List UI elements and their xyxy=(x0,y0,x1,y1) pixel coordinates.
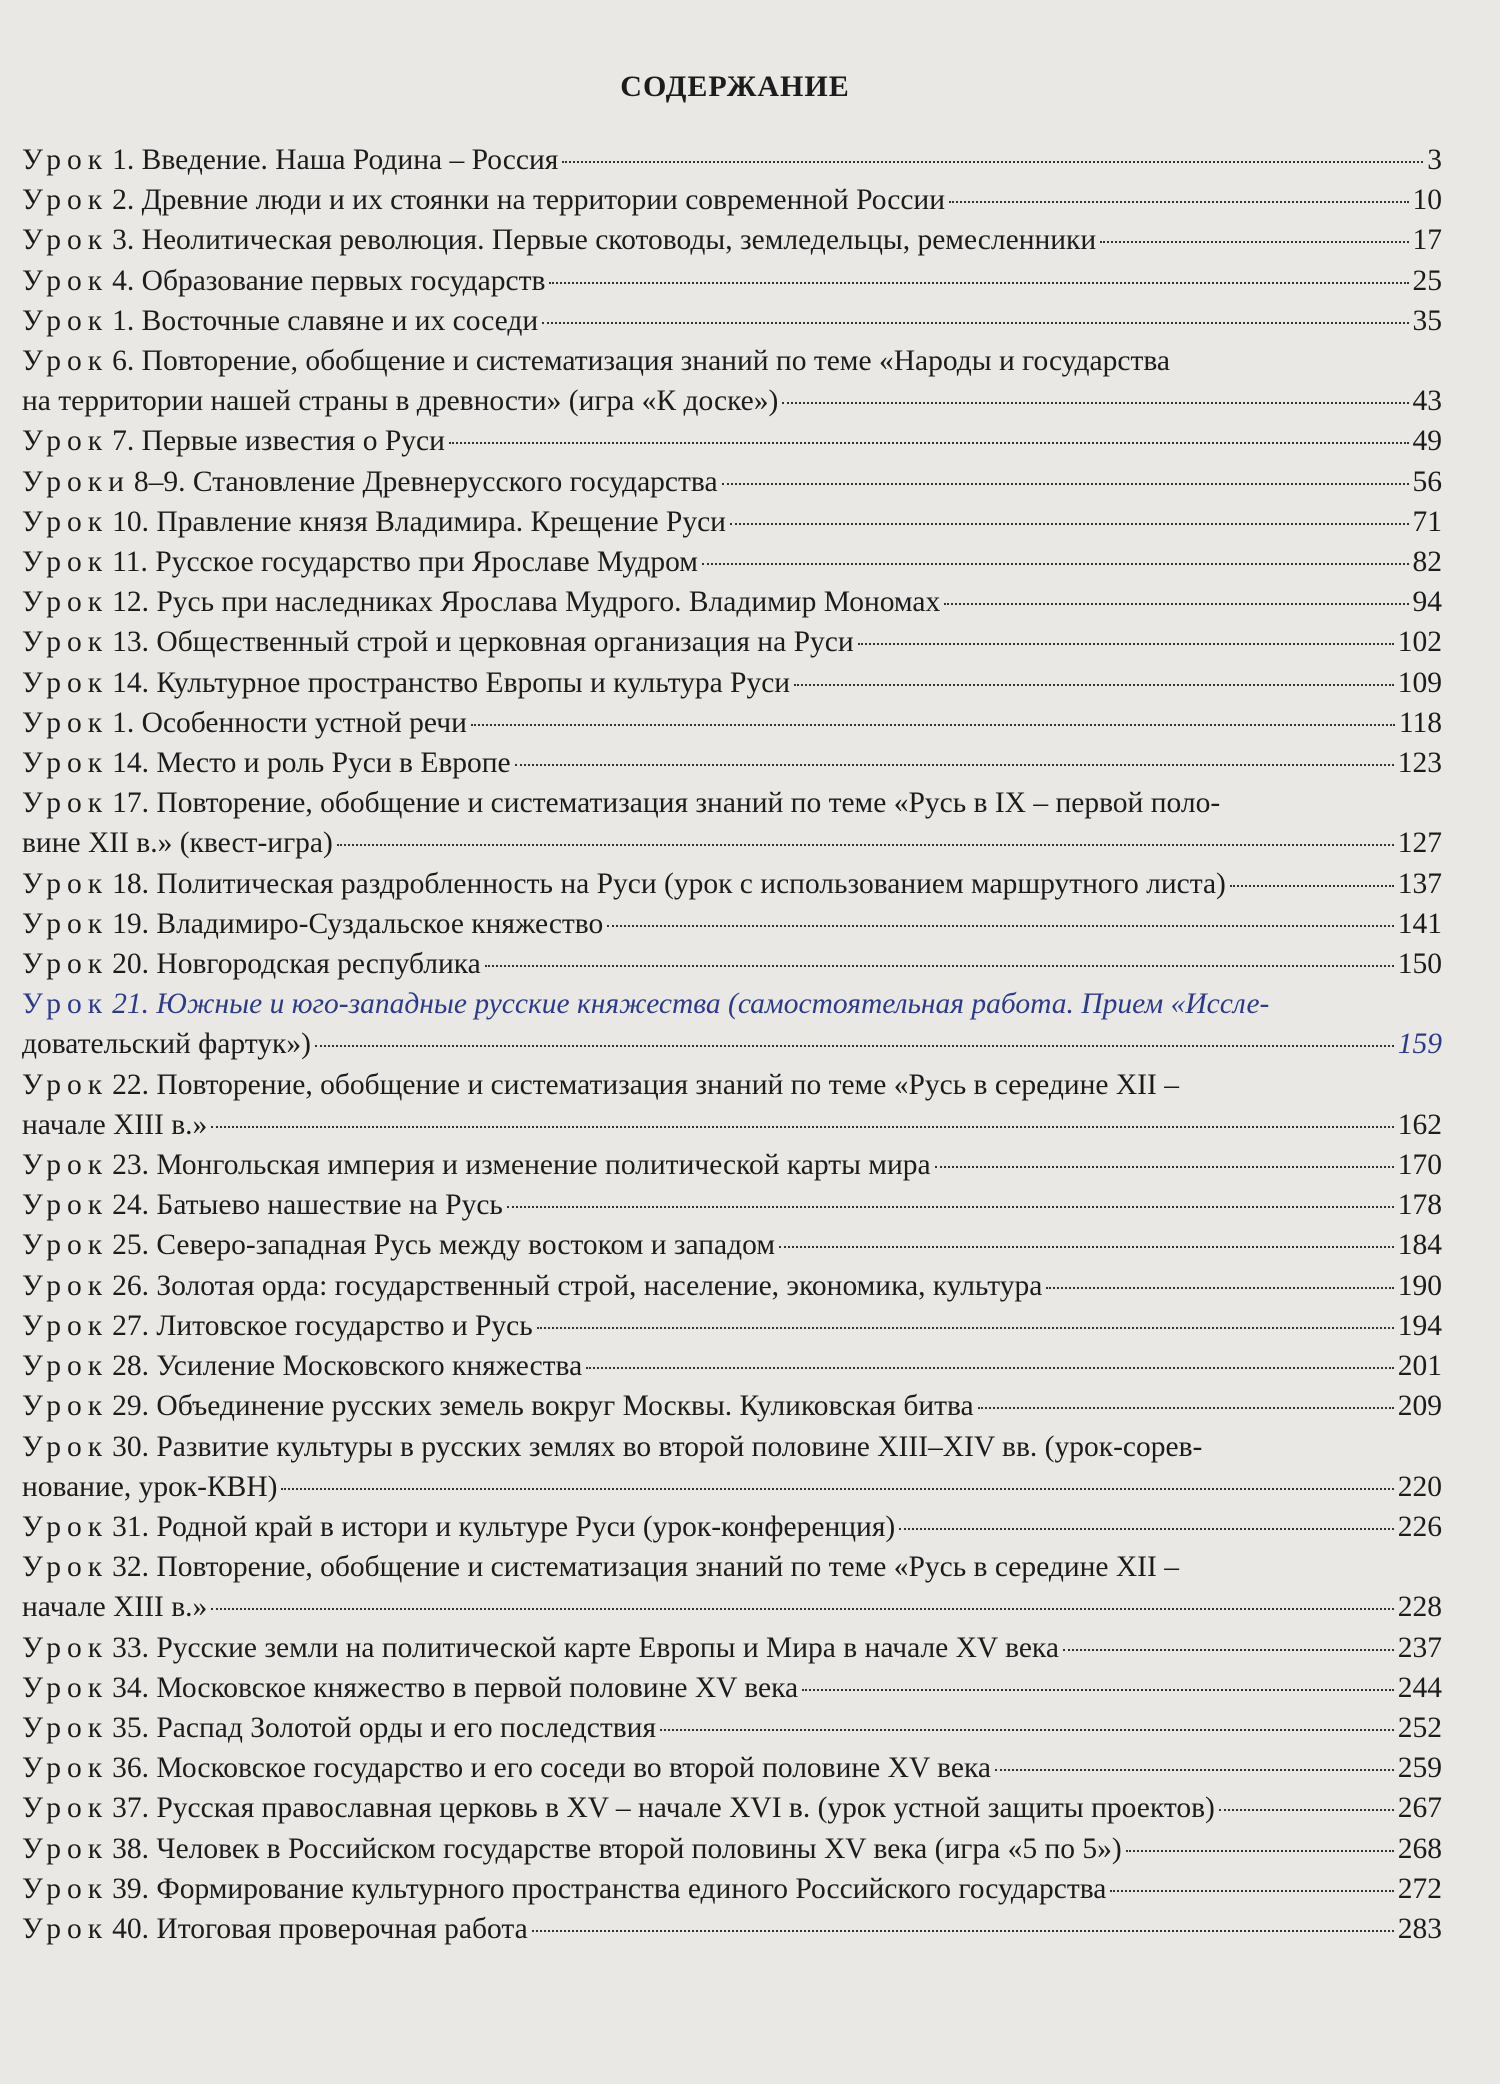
lesson-title-continued: на территории нашей страны в древности» (игра «К доске») xyxy=(22,385,779,418)
leader-dots xyxy=(537,1327,1394,1329)
toc-entry xyxy=(22,1225,1442,1265)
leader-dots xyxy=(1219,1809,1394,1811)
entry-line xyxy=(22,1306,1442,1346)
lesson-label: Урок xyxy=(22,867,109,900)
page-number: 267 xyxy=(1397,1792,1442,1825)
page-number: 82 xyxy=(1412,546,1442,579)
leader-dots xyxy=(944,603,1408,605)
page-number: 162 xyxy=(1397,1108,1442,1141)
page-number: 272 xyxy=(1397,1872,1442,1905)
page-number: 49 xyxy=(1412,425,1442,458)
entry-line xyxy=(22,1788,1442,1828)
entry-line xyxy=(22,140,1442,180)
toc-entry xyxy=(22,1829,1442,1869)
entry-line-1 xyxy=(22,341,1442,381)
lesson-label: Урок xyxy=(22,1711,109,1744)
lesson-label: Урок xyxy=(22,1229,109,1262)
toc-entry xyxy=(22,1909,1442,1949)
entry-line-2 xyxy=(22,823,1442,863)
page-number: 10 xyxy=(1412,184,1442,217)
entry-line xyxy=(22,1386,1442,1426)
entry-line-2 xyxy=(22,381,1442,421)
page-number: 209 xyxy=(1397,1390,1442,1423)
lesson-title: 27. Литовское государство и Русь xyxy=(112,1309,533,1342)
leader-dots xyxy=(211,1126,1393,1128)
leader-dots xyxy=(660,1729,1394,1731)
leader-dots xyxy=(586,1367,1394,1369)
page-title: СОДЕРЖАНИЕ xyxy=(620,70,850,103)
page-number: 137 xyxy=(1397,867,1442,900)
page-number: 268 xyxy=(1397,1832,1442,1865)
page-number: 170 xyxy=(1397,1149,1442,1182)
lesson-title: 12. Русь при наследниках Ярослава Мудрого. Владимир Мономах xyxy=(112,586,941,619)
leader-dots xyxy=(337,844,1394,846)
entry-line-1 xyxy=(22,984,1442,1024)
lesson-label: Урок xyxy=(22,304,109,337)
lesson-label: Урок xyxy=(22,626,109,659)
toc-entry xyxy=(22,1788,1442,1828)
toc-entry xyxy=(22,1427,1442,1507)
lesson-title: 38. Человек в Российском государстве второй половины XV века (игра «5 по 5») xyxy=(112,1832,1122,1865)
entry-line xyxy=(22,1909,1442,1949)
page-number: 184 xyxy=(1397,1229,1442,1262)
lesson-title: 30. Развитие культуры в русских землях во второй половине XIII–XIV вв. (урок-сорев- xyxy=(112,1430,1203,1463)
lesson-title-continued: довательский фартук») xyxy=(22,1028,311,1061)
lesson-title: 14. Культурное пространство Европы и культура Руси xyxy=(112,666,791,699)
lesson-label: Урок xyxy=(22,1510,109,1543)
lesson-label: Урок xyxy=(22,1269,109,1302)
page-number: 190 xyxy=(1397,1269,1442,1302)
lesson-label: Урок xyxy=(22,1430,109,1463)
lesson-title: 28. Усиление Московского княжества xyxy=(112,1350,583,1383)
entry-line xyxy=(22,582,1442,622)
toc-entry xyxy=(22,1869,1442,1909)
lesson-label: Урок xyxy=(22,1551,109,1584)
toc-entry xyxy=(22,341,1442,421)
lesson-title: 11. Русское государство при Ярославе Мудром xyxy=(112,546,698,579)
lesson-label: Урок xyxy=(22,184,109,217)
leader-dots xyxy=(779,1246,1394,1248)
lesson-label: Урок xyxy=(22,787,109,820)
lesson-title: 3. Неолитическая революция. Первые скотоводы, земледельцы, ремесленники xyxy=(112,224,1097,257)
lesson-title: 2. Древние люди и их стоянки на территории современной России xyxy=(112,184,945,217)
page-number: 123 xyxy=(1397,747,1442,780)
leader-dots xyxy=(978,1407,1394,1409)
toc-entry xyxy=(22,542,1442,582)
lesson-title: 36. Московское государство и его соседи во второй половине XV века xyxy=(112,1752,991,1785)
lesson-label: Урок xyxy=(22,1149,109,1182)
leader-dots xyxy=(315,1045,1394,1047)
lesson-title: 25. Северо-западная Русь между востоком и западом xyxy=(112,1229,776,1262)
lesson-label: Урок xyxy=(22,1189,109,1222)
lesson-title: 6. Повторение, обобщение и систематизация знаний по теме «Народы и государства xyxy=(112,345,1171,378)
page-number: 35 xyxy=(1412,304,1442,337)
toc-entry xyxy=(22,783,1442,863)
entry-line xyxy=(22,1829,1442,1869)
lesson-title: 1. Введение. Наша Родина – Россия xyxy=(112,144,559,176)
entry-line xyxy=(22,1225,1442,1265)
page-number: 150 xyxy=(1397,948,1442,981)
entry-line xyxy=(22,1145,1442,1185)
lesson-label: Уроки xyxy=(22,465,130,498)
page-number: 244 xyxy=(1397,1671,1442,1704)
toc-entry xyxy=(22,261,1442,301)
toc-entry xyxy=(22,301,1442,341)
entry-line-1 xyxy=(22,1065,1442,1105)
lesson-title: 23. Монгольская империя и изменение политической карты мира xyxy=(112,1149,931,1182)
page-number: 283 xyxy=(1397,1912,1442,1945)
leader-dots xyxy=(449,442,1409,444)
page-number: 237 xyxy=(1397,1631,1442,1664)
lesson-title: 33. Русские земли на политической карте Европы и Мира в начале XV века xyxy=(112,1631,1059,1664)
lesson-title: 18. Политическая раздробленность на Руси (урок с использованием маршрутного листа) xyxy=(112,867,1226,900)
lesson-label: Урок xyxy=(22,1752,109,1785)
toc-entry xyxy=(22,502,1442,542)
page-number: 220 xyxy=(1397,1470,1442,1503)
lesson-title: 14. Место и роль Руси в Европе xyxy=(112,747,511,780)
entry-line xyxy=(22,622,1442,662)
lesson-title: 26. Золотая орда: государственный строй, население, экономика, культура xyxy=(112,1269,1043,1302)
entry-line xyxy=(22,944,1442,984)
lesson-title: 40. Итоговая проверочная работа xyxy=(112,1912,528,1945)
leader-dots xyxy=(730,523,1409,525)
leader-dots xyxy=(549,282,1408,284)
table-of-contents xyxy=(22,140,1442,1949)
toc-entry xyxy=(22,1547,1442,1627)
lesson-label: Урок xyxy=(22,1671,109,1704)
leader-dots xyxy=(485,965,1394,967)
entry-line-1 xyxy=(22,1427,1442,1467)
toc-entry xyxy=(22,944,1442,984)
leader-dots xyxy=(1230,885,1394,887)
entry-line xyxy=(22,180,1442,220)
leader-dots xyxy=(782,402,1408,404)
toc-entry xyxy=(22,864,1442,904)
page-number: 118 xyxy=(1398,706,1442,739)
leader-dots xyxy=(562,161,1423,163)
lesson-label: Урок xyxy=(22,1912,109,1945)
lesson-label: Урок xyxy=(22,144,109,176)
page-number: 194 xyxy=(1397,1309,1442,1342)
leader-dots xyxy=(542,322,1408,324)
lesson-title: 7. Первые известия о Руси xyxy=(112,425,445,458)
page-number: 159 xyxy=(1397,1028,1442,1061)
lesson-label: Урок xyxy=(22,264,109,297)
leader-dots xyxy=(794,684,1394,686)
lesson-label: Урок xyxy=(22,747,109,780)
page-number: 178 xyxy=(1397,1189,1442,1222)
page-number: 127 xyxy=(1397,827,1442,860)
leader-dots xyxy=(607,925,1393,927)
entry-line xyxy=(22,1185,1442,1225)
toc-entry xyxy=(22,1346,1442,1386)
entry-line-2 xyxy=(22,1024,1442,1064)
toc-entry xyxy=(22,462,1442,502)
toc-entry xyxy=(22,1507,1442,1547)
lesson-title: 13. Общественный строй и церковная организация на Руси xyxy=(112,626,854,659)
lesson-label: Урок xyxy=(22,425,109,458)
entry-line xyxy=(22,743,1442,783)
entry-line xyxy=(22,1668,1442,1708)
toc-entry xyxy=(22,582,1442,622)
lesson-title: 20. Новгородская республика xyxy=(112,948,481,981)
entry-line-1 xyxy=(22,1547,1442,1587)
lesson-title: 24. Батыево нашествие на Русь xyxy=(112,1189,503,1222)
toc-entry xyxy=(22,622,1442,662)
entry-line xyxy=(22,542,1442,582)
entry-line xyxy=(22,1708,1442,1748)
toc-entry xyxy=(22,1065,1442,1145)
lesson-label: Урок xyxy=(22,586,109,619)
page-number: 25 xyxy=(1412,264,1442,297)
toc-entry xyxy=(22,140,1442,180)
entry-line xyxy=(22,864,1442,904)
page-number: 94 xyxy=(1412,586,1442,619)
page-number: 71 xyxy=(1412,505,1442,538)
lesson-label: Урок xyxy=(22,907,109,940)
lesson-title: 35. Распад Золотой орды и его последствия xyxy=(112,1711,657,1744)
leader-dots xyxy=(471,724,1395,726)
entry-line-2 xyxy=(22,1467,1442,1507)
page-number: 226 xyxy=(1397,1510,1442,1543)
lesson-label: Урок xyxy=(22,1350,109,1383)
entry-line xyxy=(22,663,1442,703)
leader-dots xyxy=(899,1528,1394,1530)
entry-line-2 xyxy=(22,1105,1442,1145)
entry-line-2 xyxy=(22,1587,1442,1627)
lesson-label: Урок xyxy=(22,706,109,739)
lesson-title: 22. Повторение, обобщение и систематизация знаний по теме «Русь в середине XII – xyxy=(112,1068,1179,1101)
lesson-title-continued: вине XII в.» (квест-игра) xyxy=(22,827,333,860)
page-number: 201 xyxy=(1397,1350,1442,1383)
toc-entry xyxy=(22,1266,1442,1306)
lesson-label: Урок xyxy=(22,1872,109,1905)
entry-line xyxy=(22,261,1442,301)
leader-dots xyxy=(702,563,1409,565)
lesson-title: 21. Южные и юго-западные русские княжества (самостоятельная работа. Прием «Иссле- xyxy=(112,988,1270,1021)
page-number: 17 xyxy=(1412,224,1442,257)
leader-dots xyxy=(1046,1287,1393,1289)
page-number: 259 xyxy=(1397,1752,1442,1785)
lesson-label: Урок xyxy=(22,948,109,981)
lesson-title: 37. Русская православная церковь в XV – начале XVI в. (урок устной защиты проектов) xyxy=(112,1792,1215,1825)
toc-entry xyxy=(22,421,1442,461)
lesson-title-continued: начале XIII в.» xyxy=(22,1591,208,1624)
lesson-title: 10. Правление князя Владимира. Крещение Руси xyxy=(112,505,726,538)
page-number: 43 xyxy=(1412,385,1442,418)
toc-entry xyxy=(22,1748,1442,1788)
lesson-title-continued: нование, урок-КВН) xyxy=(22,1470,278,1503)
lesson-label: Урок xyxy=(22,988,109,1021)
page-number: 228 xyxy=(1397,1591,1442,1624)
leader-dots xyxy=(532,1930,1394,1932)
toc-entry xyxy=(22,984,1442,1064)
lesson-label: Урок xyxy=(22,1832,109,1865)
leader-dots xyxy=(211,1608,1393,1610)
toc-entry xyxy=(22,663,1442,703)
lesson-title: 17. Повторение, обобщение и систематизация знаний по теме «Русь в IX – первой поло- xyxy=(112,787,1221,820)
leader-dots xyxy=(995,1769,1394,1771)
toc-entry xyxy=(22,1628,1442,1668)
leader-dots xyxy=(1100,241,1408,243)
lesson-title: 31. Родной край в истори и культуре Руси (урок-конференция) xyxy=(112,1510,896,1543)
lesson-title: 39. Формирование культурного пространства единого Российского государства xyxy=(112,1872,1107,1905)
entry-line xyxy=(22,1748,1442,1788)
entry-line xyxy=(22,1628,1442,1668)
lesson-label: Урок xyxy=(22,1068,109,1101)
toc-entry xyxy=(22,743,1442,783)
entry-line xyxy=(22,502,1442,542)
entry-line xyxy=(22,462,1442,502)
page-number: 109 xyxy=(1397,666,1442,699)
lesson-title-continued: начале XIII в.» xyxy=(22,1108,208,1141)
lesson-label: Урок xyxy=(22,546,109,579)
toc-entry xyxy=(22,1145,1442,1185)
entry-line xyxy=(22,703,1442,743)
entry-line xyxy=(22,421,1442,461)
lesson-title: 8–9. Становление Древнерусского государства xyxy=(133,465,718,498)
leader-dots xyxy=(1063,1649,1394,1651)
entry-line-1 xyxy=(22,783,1442,823)
lesson-label: Урок xyxy=(22,505,109,538)
page-number: 102 xyxy=(1397,626,1442,659)
toc-entry xyxy=(22,1306,1442,1346)
page-number: 141 xyxy=(1397,907,1442,940)
entry-line xyxy=(22,220,1442,260)
lesson-label: Урок xyxy=(22,224,109,257)
lesson-title: 34. Московское княжество в первой половине XV века xyxy=(112,1671,799,1704)
entry-line xyxy=(22,1266,1442,1306)
leader-dots xyxy=(281,1488,1393,1490)
leader-dots xyxy=(515,764,1394,766)
page-number: 252 xyxy=(1397,1711,1442,1744)
entry-line xyxy=(22,301,1442,341)
leader-dots xyxy=(949,201,1409,203)
lesson-title: 4. Образование первых государств xyxy=(112,264,546,297)
leader-dots xyxy=(722,483,1409,485)
lesson-label: Урок xyxy=(22,1792,109,1825)
lesson-label: Урок xyxy=(22,1631,109,1664)
lesson-label: Урок xyxy=(22,345,109,378)
toc-entry xyxy=(22,220,1442,260)
toc-entry xyxy=(22,1708,1442,1748)
lesson-label: Урок xyxy=(22,666,109,699)
leader-dots xyxy=(802,1689,1394,1691)
toc-entry xyxy=(22,904,1442,944)
lesson-title: 32. Повторение, обобщение и систематизация знаний по теме «Русь в середине XII – xyxy=(112,1551,1179,1584)
lesson-label: Урок xyxy=(22,1309,109,1342)
toc-entry xyxy=(22,1668,1442,1708)
entry-line xyxy=(22,1346,1442,1386)
page-number: 56 xyxy=(1412,465,1442,498)
leader-dots xyxy=(935,1166,1394,1168)
lesson-title: 19. Владимиро-Суздальское княжество xyxy=(112,907,604,940)
leader-dots xyxy=(1110,1890,1393,1892)
entry-line xyxy=(22,1507,1442,1547)
entry-line xyxy=(22,904,1442,944)
toc-entry xyxy=(22,1185,1442,1225)
leader-dots xyxy=(507,1206,1394,1208)
page-number: 3 xyxy=(1427,144,1442,176)
leader-dots xyxy=(1126,1850,1394,1852)
toc-entry xyxy=(22,180,1442,220)
entry-line xyxy=(22,1869,1442,1909)
lesson-title: 1. Восточные славяне и их соседи xyxy=(112,304,539,337)
toc-entry xyxy=(22,1386,1442,1426)
leader-dots xyxy=(858,643,1394,645)
lesson-title: 1. Особенности устной речи xyxy=(112,706,467,739)
lesson-title: 29. Объединение русских земель вокруг Москвы. Куликовская битва xyxy=(112,1390,974,1423)
lesson-label: Урок xyxy=(22,1390,109,1423)
toc-entry xyxy=(22,703,1442,743)
